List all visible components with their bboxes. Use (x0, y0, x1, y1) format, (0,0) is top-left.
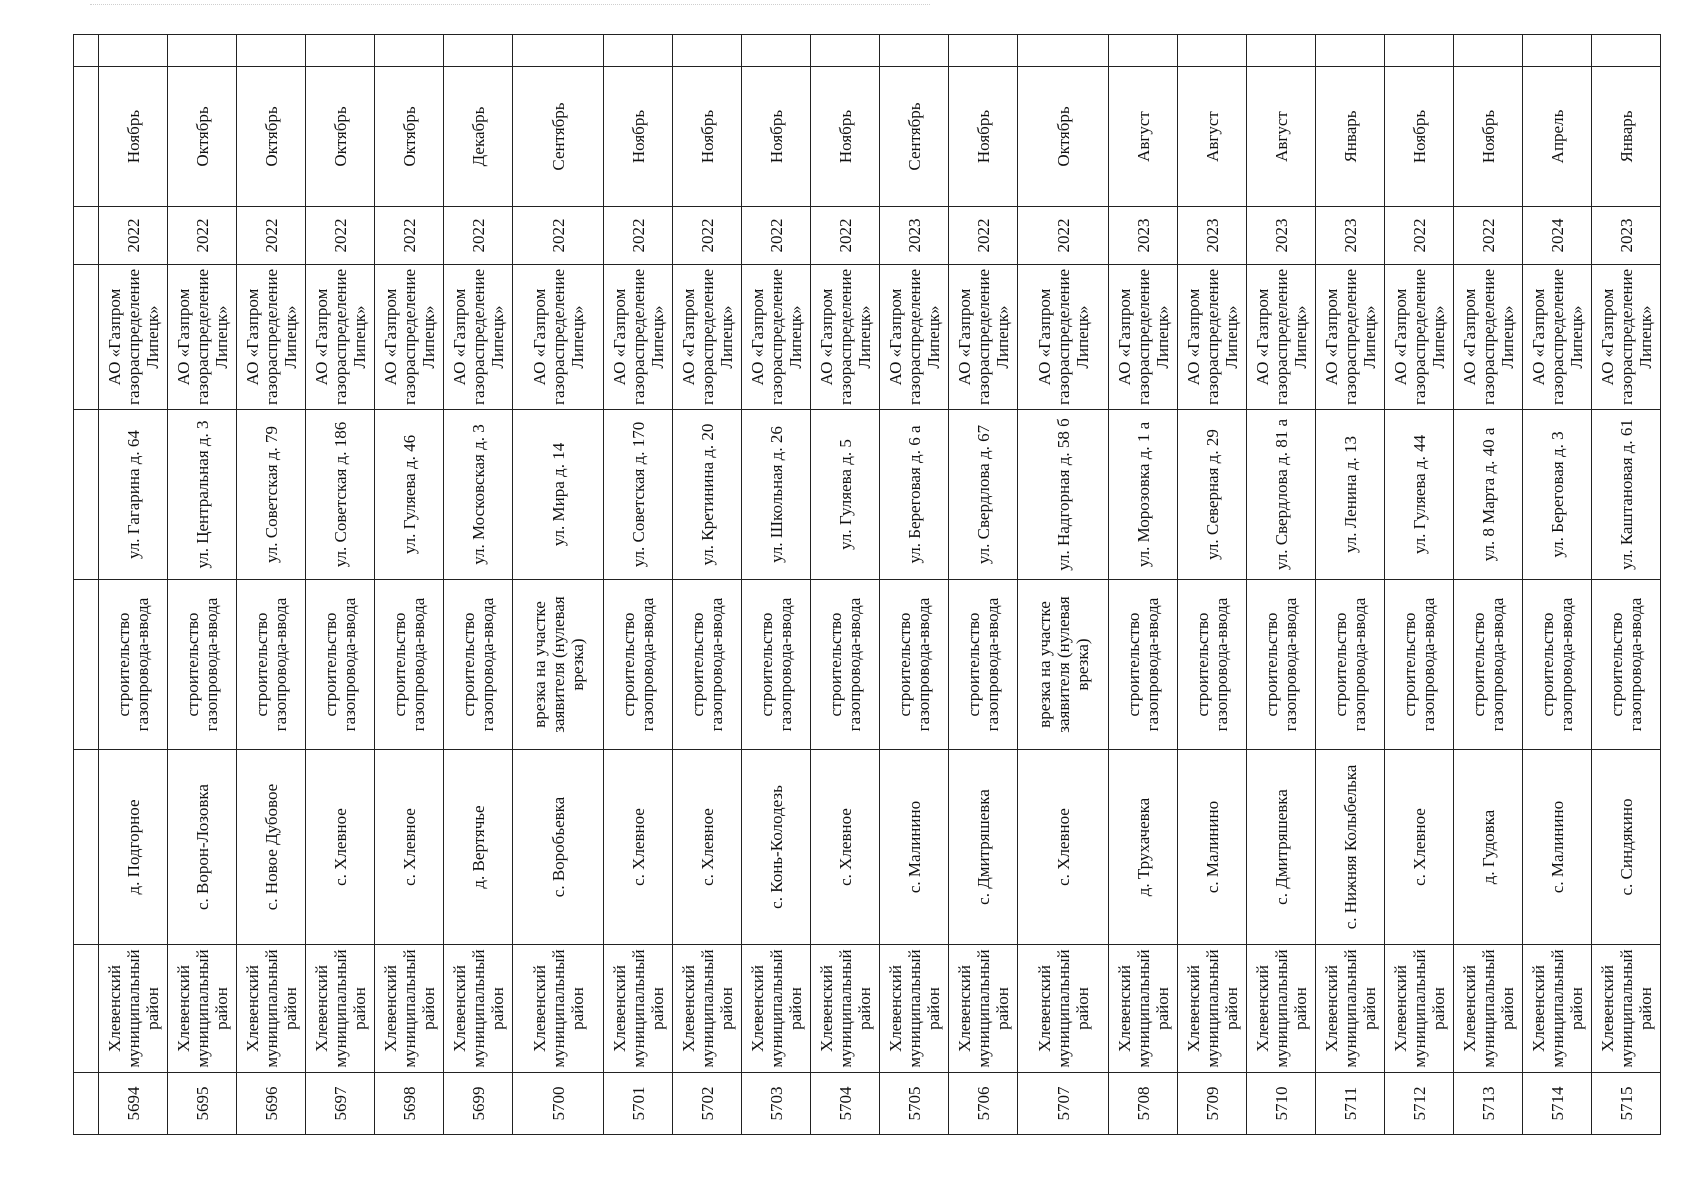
work-type-cell: строительство газопровода-ввода (811, 580, 880, 750)
table-row (99, 35, 168, 1135)
table-row (604, 35, 673, 1135)
empty-cell (604, 35, 673, 67)
table-row (1385, 35, 1454, 1135)
district-cell: Хлевенский муниципальный район (1316, 945, 1385, 1073)
row-number: 5695 (168, 1073, 237, 1135)
settlement-cell: с. Синдякино (1592, 750, 1661, 945)
settlement-cell: с. Малинино (1178, 750, 1247, 945)
organization-cell: АО «Газпром газораспределение Липецк» (1592, 265, 1661, 410)
settlement-cell: д. Трухачевка (1109, 750, 1178, 945)
row-number: 5699 (444, 1073, 513, 1135)
organization-cell: АО «Газпром газораспределение Липецк» (1178, 265, 1247, 410)
work-type-cell: строительство газопровода-ввода (1247, 580, 1316, 750)
year-cell: 2023 (1247, 207, 1316, 265)
settlement-cell: д. Подгорное (99, 750, 168, 945)
row-number: 5715 (1592, 1073, 1661, 1135)
year-cell: 2022 (1454, 207, 1523, 265)
organization-cell: АО «Газпром газораспределение Липецк» (604, 265, 673, 410)
empty-cell (1178, 35, 1247, 67)
district-cell: Хлевенский муниципальный район (1178, 945, 1247, 1073)
work-type-cell: строительство газопровода-ввода (1109, 580, 1178, 750)
work-type-cell: строительство газопровода-ввода (949, 580, 1018, 750)
address-cell: ул. Гуляева д. 44 (1385, 410, 1454, 580)
month-cell: Апрель (1523, 67, 1592, 207)
address-cell: ул. Морозовка д. 1 а (1109, 410, 1178, 580)
work-type-cell: строительство газопровода-ввода (1178, 580, 1247, 750)
organization-cell: АО «Газпром газораспределение Липецк» (444, 265, 513, 410)
address-cell: ул. Кретинина д. 20 (673, 410, 742, 580)
work-type-cell: строительство газопровода-ввода (306, 580, 375, 750)
empty-cell (1018, 35, 1109, 67)
settlement-cell: с. Хлевное (1385, 750, 1454, 945)
settlement-cell: с. Ворон-Лозовка (168, 750, 237, 945)
organization-cell: АО «Газпром газораспределение Липецк» (306, 265, 375, 410)
row-number: 5702 (673, 1073, 742, 1135)
row-number: 5710 (1247, 1073, 1316, 1135)
empty-cell (1109, 35, 1178, 67)
settlement-cell: д. Гудовка (1454, 750, 1523, 945)
empty-cell (1316, 35, 1385, 67)
address-cell: ул. Московская д. 3 (444, 410, 513, 580)
row-number: 5701 (604, 1073, 673, 1135)
table-row (1592, 35, 1661, 1135)
table-row (513, 35, 604, 1135)
table-row (673, 35, 742, 1135)
address-cell: ул. 8 Марта д. 40 а (1454, 410, 1523, 580)
work-type-cell: строительство газопровода-ввода (604, 580, 673, 750)
organization-cell: АО «Газпром газораспределение Липецк» (168, 265, 237, 410)
table-row (1018, 35, 1109, 1135)
address-cell: ул. Надгорная д. 58 б (1018, 410, 1109, 580)
row-number: 5709 (1178, 1073, 1247, 1135)
work-type-cell: строительство газопровода-ввода (375, 580, 444, 750)
district-cell: Хлевенский муниципальный район (1592, 945, 1661, 1073)
organization-cell: АО «Газпром газораспределение Липецк» (742, 265, 811, 410)
address-cell: ул. Гуляева д. 5 (811, 410, 880, 580)
district-cell: Хлевенский муниципальный район (673, 945, 742, 1073)
month-cell: Ноябрь (604, 67, 673, 207)
organization-cell: АО «Газпром газораспределение Липецк» (1385, 265, 1454, 410)
year-cell: 2023 (1592, 207, 1661, 265)
year-cell: 2022 (1018, 207, 1109, 265)
address-cell: ул. Каштановая д. 61 (1592, 410, 1661, 580)
table-row (1523, 35, 1592, 1135)
organization-cell: АО «Газпром газораспределение Липецк» (375, 265, 444, 410)
district-cell: Хлевенский муниципальный район (168, 945, 237, 1073)
row-number: 5694 (99, 1073, 168, 1135)
table-body (74, 35, 1661, 1135)
empty-cell (673, 35, 742, 67)
settlement-cell: с. Воробьевка (513, 750, 604, 945)
organization-cell: АО «Газпром газораспределение Липецк» (237, 265, 306, 410)
address-cell: ул. Береговая д. 3 (1523, 410, 1592, 580)
year-cell: 2022 (513, 207, 604, 265)
table-row (1316, 35, 1385, 1135)
settlement-cell: с. Хлевное (375, 750, 444, 945)
empty-cell (742, 35, 811, 67)
table-row (444, 35, 513, 1135)
address-cell: ул. Гагарина д. 64 (99, 410, 168, 580)
address-cell: ул. Гуляева д. 46 (375, 410, 444, 580)
year-cell: 2022 (306, 207, 375, 265)
year-cell: 2023 (1178, 207, 1247, 265)
month-cell: Октябрь (1018, 67, 1109, 207)
work-type-cell: строительство газопровода-ввода (1454, 580, 1523, 750)
table-row (742, 35, 811, 1135)
work-type-cell: строительство газопровода-ввода (1385, 580, 1454, 750)
empty-cell (1247, 35, 1316, 67)
district-cell: Хлевенский муниципальный район (880, 945, 949, 1073)
year-cell: 2022 (949, 207, 1018, 265)
gasification-table (73, 34, 1661, 1135)
work-type-cell: строительство газопровода-ввода (444, 580, 513, 750)
month-cell: Ноябрь (949, 67, 1018, 207)
empty-cell (949, 35, 1018, 67)
organization-cell: АО «Газпром газораспределение Липецк» (811, 265, 880, 410)
address-cell: ул. Советская д. 170 (604, 410, 673, 580)
address-cell: ул. Ленина д. 13 (1316, 410, 1385, 580)
address-cell: ул. Свердлова д. 67 (949, 410, 1018, 580)
year-cell: 2022 (237, 207, 306, 265)
organization-cell: АО «Газпром газораспределение Липецк» (1454, 265, 1523, 410)
organization-cell: АО «Газпром газораспределение Липецк» (1018, 265, 1109, 410)
empty-cell (99, 35, 168, 67)
year-cell: 2023 (880, 207, 949, 265)
district-cell: Хлевенский муниципальный район (1385, 945, 1454, 1073)
month-cell: Ноябрь (1454, 67, 1523, 207)
table-row (375, 35, 444, 1135)
month-cell: Ноябрь (811, 67, 880, 207)
district-cell: Хлевенский муниципальный район (444, 945, 513, 1073)
organization-cell: АО «Газпром газораспределение Липецк» (513, 265, 604, 410)
year-cell: 2022 (375, 207, 444, 265)
district-cell: Хлевенский муниципальный район (306, 945, 375, 1073)
address-cell: ул. Советская д. 79 (237, 410, 306, 580)
row-number: 5704 (811, 1073, 880, 1135)
table-row (1247, 35, 1316, 1135)
address-cell: ул. Свердлова д. 81 а (1247, 410, 1316, 580)
district-cell: Хлевенский муниципальный район (99, 945, 168, 1073)
settlement-cell: с. Хлевное (604, 750, 673, 945)
organization-cell: АО «Газпром газораспределение Липецк» (1109, 265, 1178, 410)
empty-cell (444, 35, 513, 67)
year-cell: 2022 (604, 207, 673, 265)
organization-cell: АО «Газпром газораспределение Липецк» (949, 265, 1018, 410)
work-type-cell: строительство газопровода-ввода (99, 580, 168, 750)
organization-cell: АО «Газпром газораспределение Липецк» (1316, 265, 1385, 410)
address-cell: ул. Школьная д. 26 (742, 410, 811, 580)
empty-cell (811, 35, 880, 67)
work-type-cell: строительство газопровода-ввода (880, 580, 949, 750)
district-cell: Хлевенский муниципальный район (1454, 945, 1523, 1073)
settlement-cell: с. Конь-Колодезь (742, 750, 811, 945)
month-cell: Январь (1316, 67, 1385, 207)
row-number: 5700 (513, 1073, 604, 1135)
work-type-cell: строительство газопровода-ввода (168, 580, 237, 750)
month-cell: Октябрь (375, 67, 444, 207)
settlement-cell: д. Вертячье (444, 750, 513, 945)
month-cell: Декабрь (444, 67, 513, 207)
empty-cell (1385, 35, 1454, 67)
row-number: 5698 (375, 1073, 444, 1135)
work-type-cell: врезка на участке заявителя (нулевая врезка) (1018, 580, 1109, 750)
district-cell: Хлевенский муниципальный район (1247, 945, 1316, 1073)
month-cell: Октябрь (306, 67, 375, 207)
settlement-cell: с. Малинино (1523, 750, 1592, 945)
district-cell: Хлевенский муниципальный район (513, 945, 604, 1073)
month-cell: Август (1247, 67, 1316, 207)
settlement-cell: с. Хлевное (306, 750, 375, 945)
rotated-table-sheet (73, 35, 1655, 1135)
work-type-cell: строительство газопровода-ввода (237, 580, 306, 750)
table-row (1178, 35, 1247, 1135)
address-cell: ул. Советская д. 186 (306, 410, 375, 580)
district-cell: Хлевенский муниципальный район (1018, 945, 1109, 1073)
settlement-cell: с. Хлевное (811, 750, 880, 945)
month-cell: Сентябрь (513, 67, 604, 207)
settlement-cell: с. Хлевное (673, 750, 742, 945)
year-cell: 2022 (168, 207, 237, 265)
address-cell: ул. Береговая д. 6 а (880, 410, 949, 580)
year-cell: 2022 (811, 207, 880, 265)
month-cell: Ноябрь (742, 67, 811, 207)
table-row (306, 35, 375, 1135)
work-type-cell: строительство газопровода-ввода (1523, 580, 1592, 750)
work-type-cell: строительство газопровода-ввода (1592, 580, 1661, 750)
settlement-cell: с. Малинино (880, 750, 949, 945)
row-number: 5713 (1454, 1073, 1523, 1135)
address-cell: ул. Северная д. 29 (1178, 410, 1247, 580)
organization-cell: АО «Газпром газораспределение Липецк» (1523, 265, 1592, 410)
settlement-cell: с. Дмитряшевка (949, 750, 1018, 945)
row-number: 5696 (237, 1073, 306, 1135)
table-row (237, 35, 306, 1135)
empty-cell (168, 35, 237, 67)
address-cell: ул. Центральная д. 3 (168, 410, 237, 580)
district-cell: Хлевенский муниципальный район (1109, 945, 1178, 1073)
row-number: 5707 (1018, 1073, 1109, 1135)
empty-cell (1592, 35, 1661, 67)
table-header-stub-row (74, 35, 99, 1135)
table-row (1109, 35, 1178, 1135)
district-cell: Хлевенский муниципальный район (742, 945, 811, 1073)
year-cell: 2022 (444, 207, 513, 265)
empty-cell (1454, 35, 1523, 67)
table-row (811, 35, 880, 1135)
month-cell: Ноябрь (673, 67, 742, 207)
month-cell: Октябрь (237, 67, 306, 207)
empty-cell (306, 35, 375, 67)
year-cell: 2023 (1109, 207, 1178, 265)
district-cell: Хлевенский муниципальный район (811, 945, 880, 1073)
row-number: 5708 (1109, 1073, 1178, 1135)
table-row (949, 35, 1018, 1135)
address-cell: ул. Мира д. 14 (513, 410, 604, 580)
settlement-cell: с. Хлевное (1018, 750, 1109, 945)
table-row (1454, 35, 1523, 1135)
row-number: 5697 (306, 1073, 375, 1135)
empty-cell (513, 35, 604, 67)
year-cell: 2024 (1523, 207, 1592, 265)
organization-cell: АО «Газпром газораспределение Липецк» (99, 265, 168, 410)
empty-cell (880, 35, 949, 67)
work-type-cell: строительство газопровода-ввода (1316, 580, 1385, 750)
scan-artifact (90, 4, 930, 11)
district-cell: Хлевенский муниципальный район (604, 945, 673, 1073)
year-cell: 2022 (742, 207, 811, 265)
table-row (880, 35, 949, 1135)
month-cell: Сентябрь (880, 67, 949, 207)
row-number: 5705 (880, 1073, 949, 1135)
year-cell: 2023 (1316, 207, 1385, 265)
district-cell: Хлевенский муниципальный район (1523, 945, 1592, 1073)
year-cell: 2022 (1385, 207, 1454, 265)
table-row (168, 35, 237, 1135)
month-cell: Октябрь (168, 67, 237, 207)
row-number: 5714 (1523, 1073, 1592, 1135)
district-cell: Хлевенский муниципальный район (375, 945, 444, 1073)
table-rotation-wrapper (73, 35, 1655, 1135)
organization-cell: АО «Газпром газораспределение Липецк» (880, 265, 949, 410)
month-cell: Август (1178, 67, 1247, 207)
organization-cell: АО «Газпром газораспределение Липецк» (673, 265, 742, 410)
year-cell: 2022 (99, 207, 168, 265)
work-type-cell: врезка на участке заявителя (нулевая врезка) (513, 580, 604, 750)
row-number: 5703 (742, 1073, 811, 1135)
settlement-cell: с. Нижняя Колыбелька (1316, 750, 1385, 945)
year-cell: 2022 (673, 207, 742, 265)
settlement-cell: с. Дмитряшевка (1247, 750, 1316, 945)
organization-cell: АО «Газпром газораспределение Липецк» (1247, 265, 1316, 410)
month-cell: Август (1109, 67, 1178, 207)
district-cell: Хлевенский муниципальный район (949, 945, 1018, 1073)
district-cell: Хлевенский муниципальный район (237, 945, 306, 1073)
month-cell: Ноябрь (1385, 67, 1454, 207)
settlement-cell: с. Новое Дубовое (237, 750, 306, 945)
work-type-cell: строительство газопровода-ввода (742, 580, 811, 750)
month-cell: Январь (1592, 67, 1661, 207)
row-number: 5711 (1316, 1073, 1385, 1135)
row-number: 5706 (949, 1073, 1018, 1135)
empty-cell (237, 35, 306, 67)
empty-cell (375, 35, 444, 67)
empty-cell (1523, 35, 1592, 67)
row-number: 5712 (1385, 1073, 1454, 1135)
month-cell: Ноябрь (99, 67, 168, 207)
work-type-cell: строительство газопровода-ввода (673, 580, 742, 750)
